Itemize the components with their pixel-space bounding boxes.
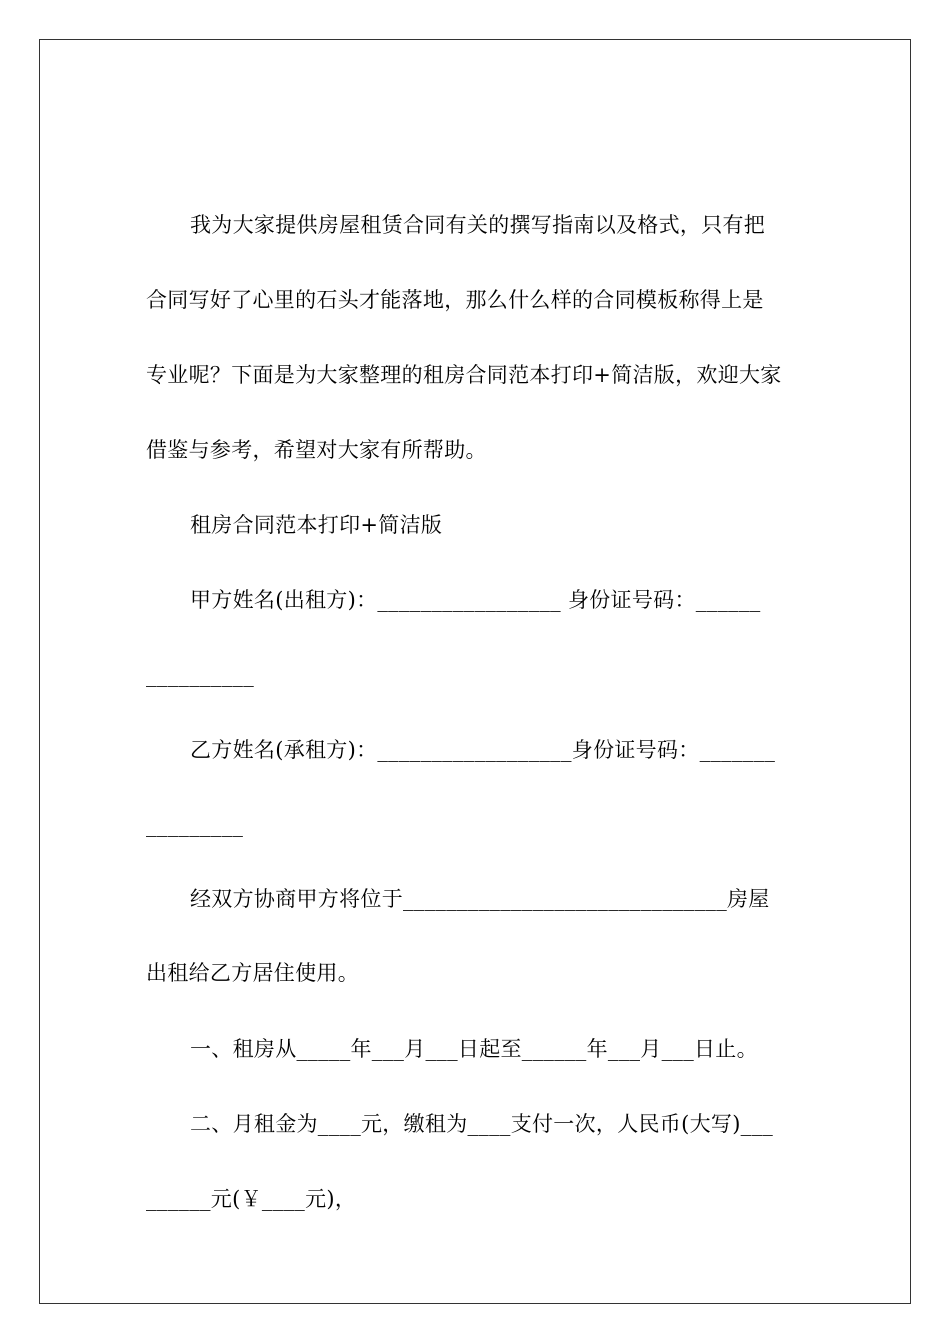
party-a-line-2: __________ xyxy=(146,663,254,687)
party-b-line-1: 乙方姓名(承租方)：__________________身份证号码：_______ xyxy=(190,738,776,762)
property-line-2: 出租给乙方居住使用。 xyxy=(146,961,359,985)
contract-title: 租房合同范本打印+简洁版 xyxy=(190,513,443,537)
intro-paragraph-line-1: 我为大家提供房屋租赁合同有关的撰写指南以及格式，只有把 xyxy=(190,213,766,237)
property-line-1: 经双方协商甲方将位于______________________________房屋 xyxy=(190,887,770,911)
intro-paragraph-line-4: 借鉴与参考，希望对大家有所帮助。 xyxy=(146,438,487,462)
clause-2-line-1: 二、月租金为____元，缴租为____支付一次，人民币(大写)___ xyxy=(190,1112,774,1136)
clause-2-line-2: ______元(￥____元)， xyxy=(146,1187,357,1211)
party-a-line-1: 甲方姓名(出租方)：_________________ 身份证号码：______ xyxy=(190,588,761,612)
clause-1: 一、租房从_____年___月___日起至______年___月___日止。 xyxy=(190,1037,758,1061)
intro-paragraph-line-2: 合同写好了心里的石头才能落地，那么什么样的合同模板称得上是 xyxy=(146,288,764,312)
intro-paragraph-line-3: 专业呢？下面是为大家整理的租房合同范本打印+简洁版，欢迎大家 xyxy=(146,363,782,387)
party-b-line-2: _________ xyxy=(146,813,244,837)
